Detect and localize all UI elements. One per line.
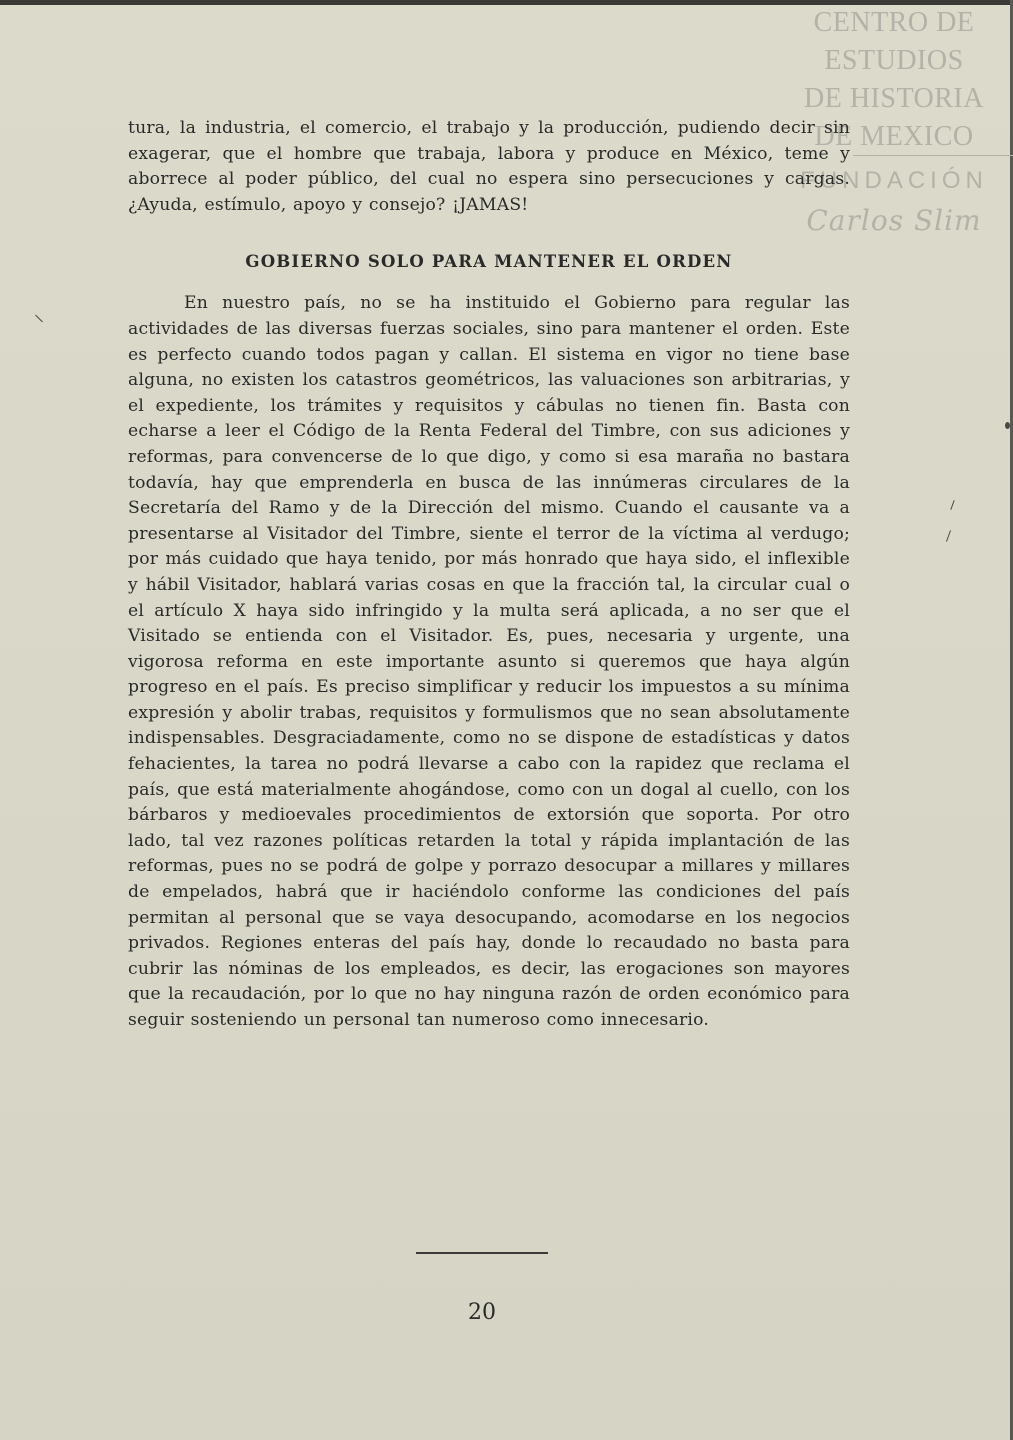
watermark-line-2: ESTUDIOS [824,45,964,76]
watermark-line-4: DE MEXICO [814,121,974,152]
ink-speck [1005,422,1010,429]
watermark-rule [853,155,1013,156]
watermark-line-3: DE HISTORIA [804,83,984,114]
watermark-fundacion: FUNDACIÓN [800,167,988,194]
body-paragraph: En nuestro país, no se ha instituido el Gobierno para regular las actividades de las diversas fuerzas sociales, sino para mantener el orden. Este es perfecto cuando todos pagan y callan. El sistema en vigor no tiene base alguna, no existen los catastros geométricos, las valuaciones son arbitrarias, y el expediente, los trámites y requisitos y cábulas no tienen fin. Basta con echarse a leer el Código de la Renta Federal del Timbre, con sus adiciones y reformas, para convencerse de lo que digo, y como si esa maraña no bastara todavía, hay que emprenderla en busca de las innúmeras circulares de la Secretaría del Ramo y de la Dirección del mismo. Cuando el causante va a presentarse al Visitador del Timbre, siente el terror de la víctima al verdugo; por más cuidado que haya tenido, por más honrado que haya sido, el inflexible y hábil Visitador, hablará varias cosas en que la fracción tal, la circular cual o el artículo X haya sido infringido y la multa será aplicada, a no ser que el Visitado se entienda con el Visitador. Es, pues, necesaria y urgente, una vigorosa reforma en este importante asunto si queremos que haya algún progreso en el país. Es preciso simplificar y reducir los impuestos a su mínima expresión y abolir trabas, requisitos y formulismos que no sean absolutamente indispensables. Desgraciadamente, como no se dispone de estadísticas y datos fehacientes, la tarea no podrá llevarse a cabo con la rapidez que reclama el país, que está materialmente ahogándose, como con un dogal al cuello, con los bárbaros y medioevales procedimientos de extorsión que soporta. Por otro lado, tal vez razones políticas retarden la total y rápida implantación de las reformas, pues no se podrá de golpe y porrazo desocupar a millares y millares de empelados, habrá que ir haciéndolo conforme las condiciones del país permitan al personal que se vaya desocupando, acomodarse en los negocios privados. Regiones enteras del país hay, donde lo recaudado no basta para cubrir las nóminas de los empleados, es decir, las erogaciones son mayores que la recaudación, por lo que no hay ninguna razón de orden económico para seguir sosteniendo un personal tan numeroso como innecesario. [128,293,850,1030]
page-content [128,116,850,1034]
ink-speck [950,500,954,510]
ink-speck [35,315,43,323]
footer-rule [416,1252,548,1254]
intro-paragraph: tura, la industria, el comercio, el trabajo y la producción, pudiendo decir sin exagerar, que el hombre que trabaja, labora y produce en México, teme y aborrece al poder público, del cual no espera sino persecuciones y cargas. ¿Ayuda, estímulo, apoyo y consejo? ¡JAMAS! [128,118,850,215]
ink-speck [946,530,951,542]
section-heading: GOBIERNO SOLO PARA MANTENER EL ORDEN [245,252,733,272]
page-number: 20 [468,1300,496,1325]
watermark-line-1: CENTRO DE [813,7,975,38]
watermark-signature: Carlos Slim [806,204,982,237]
